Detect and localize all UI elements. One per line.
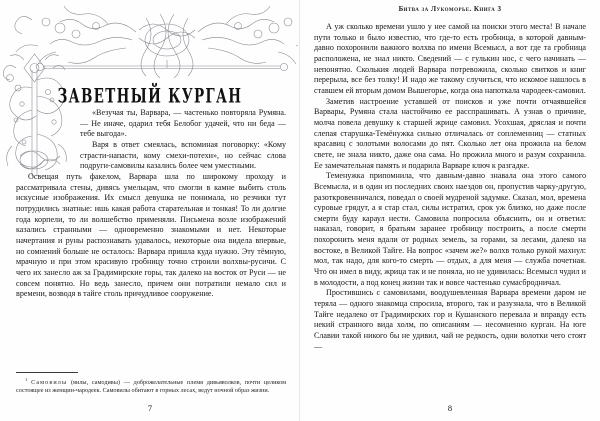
paragraph: Заметив настроение уставшей от поисков и уже почти отчаявшейся Варвары, Румяна стала настойчиво ее расспрашивать. А узнав о причине, молча повела девушку к старшей жрице самовил. Усохшая, дряслая и почти слепая старушка-Темёнужка сильно отличалась от соплеменниц — статных красавиц с золотыми волосами до пят. Сколько лет она прожила на белом свете, не знала никто, даже она сама. Но прожила много и разум сохранила. Ее замечательная память и подарила Варваре ключ к разгадке. — [314, 96, 586, 170]
page-number-left: 7 — [147, 404, 153, 413]
footnote-text — [16, 376, 286, 395]
paragraph: Варя в ответ смеялась, вспоминая поговорку: «Кому страсти-напасти, кому смехи-потехи», но сейчас слова подруги-самовилы казались более чем уместными. — [80, 139, 286, 171]
paragraph: «Везучая ты, Варвара, — частенько повторяла Румяна. — Не иначе, одарил тебя Белобог удачей, что ни беда — тебе выгода». — [80, 108, 286, 139]
top-ornament-decoration — [8, 0, 298, 78]
right-page-text-column — [314, 22, 586, 352]
left-page-text-column — [16, 108, 286, 300]
right-book-page — [300, 0, 600, 421]
footnote-separator-rule — [16, 372, 78, 373]
paragraph: Освещая путь факелом, Варвара шла по широкому проходу и рассматривала стены, дивясь умельцам, что смогли в камне выбить столь искусные изображения. Их смысл девушка не понимала, но резчики тут потрудились знатные: ишь какая работа старательная и тонкая! То ли долгие года корпели, то ли волшебство применяли. Письмена возле изображений казались странными — одновременно знакомыми и нет. Некоторые начертания и руны распознавать удавалось, некоторые она видела впервые, но сомнений больше не осталось: Варвара пришла куда нужно. Эту тёмную, мрачную и при этом красивую гробницу точно строили волхвы-русичи. С чего их занесло аж за Градимирские горы, так далеко на восток от Руси — не совсем понятно. Но ведь занесло, причем они потратили немало сил и времени, возводя в тайге столь причудливое сооружение. — [16, 171, 286, 299]
footnote-marker: 1 — [25, 376, 28, 382]
paragraph: А уж сколько времени ушло у нее самой на поиски этого места! В начале пути только и было известно, что где-то есть гробница, в которой давным-давно похоронили важного волхва по имени Всемысл, а вот где та гробница расположена, не знал никто. Сведений — с гулькин нос, с чего начинать — непонятно. Сколькия людей Варвара потревожила, сколько свитков и книг перерыла, все без толку! И надо же такому случиться, что искомое нашлось в ставшем ей вторым домом Вышегорье, когда она напоткала чародеек-самовил. — [314, 22, 586, 95]
chapter-title: ЗАВЕТНЫЙ КУРГАН — [57, 85, 243, 108]
paragraph: Теменужка припомнила, что давным-давно знавала она этого самого Всемысла, и в один из последних своих наездов он, пропустив чарку-другую, разоткровенничался, поведал о своей мудреной задумке. Сказал, мол, времена суровые грядут, а я стар стал, силы истратил, срок уж близко, но даже после смерти буду караул нести. Самовила попросила объяснить, он и ответил: наказал, говорит, я братьям заранее гробницу построить, а после смерти похоронить меня вдали от родных земель, за горами, за лесами, далеко на востоке, в Великой Тайге. На вопрос «зачем же?» волхв только рукой махнул: мол, так надо, для кого-то смерть — отдых, а для меня — служба почетная. Что он имел в виду, жрица так и не поняла, но не удивилась: Всемысл чудил и в молодости, а под конец жизни так и вовсе частенько сумасбродничал. — [314, 171, 586, 287]
paragraph: Простившись с самовилами, воодушевленная Варвара времени даром не теряла — одного знакомца спросила, второго, так и разузнала, что в Великой Тайге недалеко от Градимирских гор и Кушанского перевала и вправду есть некий странного вида холм, по описаниям — несомненно курган. На юге Славии такой никого бы не удивил, чай не редкость, одни волотки чего стоят — — [314, 288, 586, 351]
ornament-text-wrap-spacer — [16, 108, 80, 170]
page-gutter-line — [299, 0, 300, 421]
running-head: Битва за Лукоморье. Книга 3 — [398, 5, 502, 13]
footnote-definition: (вилы, самодивы) — доброжелательные племя дивьяволков, почти целиком состоящее из женщин-чародеек. Самовилы обитают в горных лесах, ведут ночной образ жизни. — [16, 378, 287, 394]
page-number-right: 8 — [447, 404, 453, 413]
footnote-term: Самовилы — [31, 378, 68, 386]
footnote-block — [16, 372, 286, 395]
